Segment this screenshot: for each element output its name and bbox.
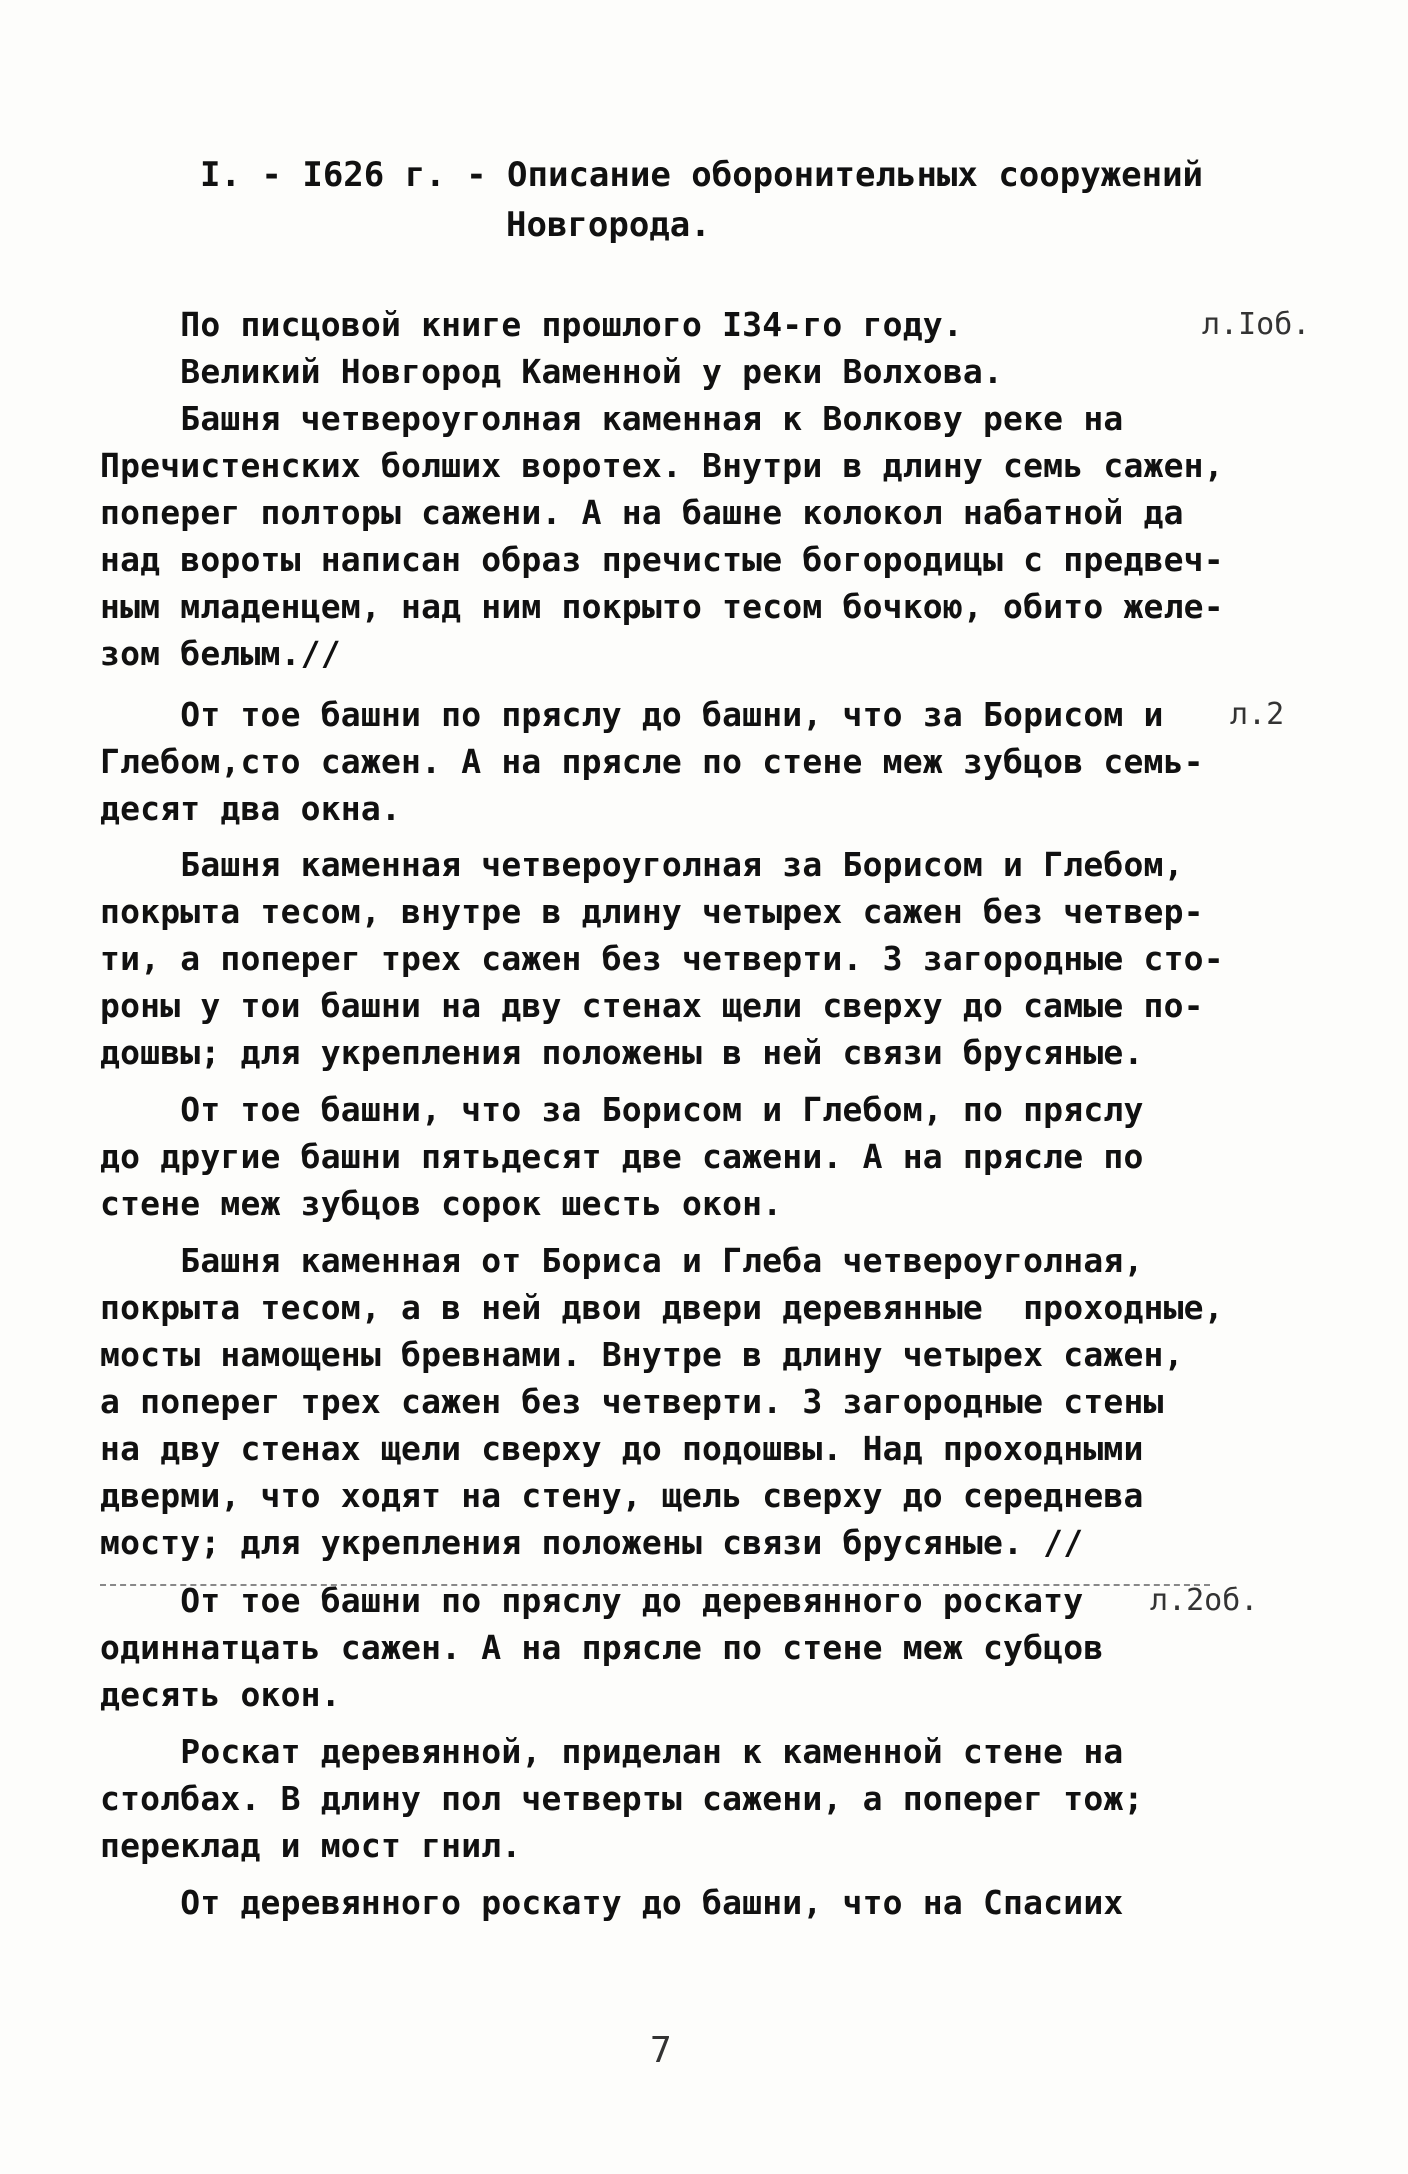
text-line: над вороты написан образ пречистые богородицы с предвеч- xyxy=(100,540,1224,579)
text-line: одиннатцать сажен. А на прясле по стене меж субцов xyxy=(100,1628,1104,1667)
text-line: От тое башни по пряслу до башни, что за Борисом и xyxy=(100,695,1164,734)
document-title xyxy=(200,150,1220,250)
text-line: ти, а поперег трех сажен без четверти. 3 загородные сто- xyxy=(100,939,1224,978)
folio-note: л.Iоб. xyxy=(1202,307,1311,342)
text-line: а поперег трех сажен без четверти. 3 загородные стены xyxy=(100,1382,1164,1421)
text-line: столбах. В длину пол четверты сажени, а поперег тож; xyxy=(100,1779,1144,1818)
text-line: десять окон. xyxy=(100,1675,341,1714)
text-line: стене меж зубцов сорок шесть окон. xyxy=(100,1184,783,1223)
text-line: Пречистенских болших воротех. Внутри в длину семь сажен, xyxy=(100,446,1224,485)
text-line: По писцовой книге прошлого I34-го году. xyxy=(100,305,963,344)
text-line: Роскат деревянной, приделан к каменной стене на xyxy=(100,1732,1124,1771)
text-line: мосты намощены бревнами. Внутре в длину четырех сажен, xyxy=(100,1335,1184,1374)
text-line: на дву стенах щели сверху до подошвы. Над проходными xyxy=(100,1429,1144,1468)
text-line: От тое башни по пряслу до деревянного роскату xyxy=(100,1581,1084,1620)
text-line: зом белым.// xyxy=(100,634,341,673)
text-line: От тое башни, что за Борисом и Глебом, по пряслу xyxy=(100,1090,1144,1129)
text-line: десят два окна. xyxy=(100,789,402,828)
text-line: роны у тои башни на дву стенах щели сверху до самые по- xyxy=(100,986,1204,1025)
text-line: От деревянного роскату до башни, что на Спасиих xyxy=(100,1883,1124,1922)
text-line: Башня четвероуголная каменная к Волкову реке на xyxy=(100,399,1124,438)
title-line-2: Новгорода. xyxy=(506,205,711,245)
text-line: Глебом,сто сажен. А на прясле по стене меж зубцов семь- xyxy=(100,742,1204,781)
text-line: Башня каменная четвероуголная за Борисом и Глебом, xyxy=(100,845,1184,884)
text-line: дверми, что ходят на стену, щель сверху до середнева xyxy=(100,1476,1144,1515)
title-line-1: I. - I626 г. - Описание оборонительных сооружений xyxy=(200,155,1204,195)
folio-note: л.2 xyxy=(1230,697,1285,732)
text-line: покрыта тесом, а в ней двои двери деревянные проходные, xyxy=(100,1288,1224,1327)
text-line: до другие башни пятьдесят две сажени. А на прясле по xyxy=(100,1137,1144,1176)
text-line: дошвы; для укрепления положены в ней связи брусяные. xyxy=(100,1033,1144,1072)
text-line: покрыта тесом, внутре в длину четырех сажен без четвер- xyxy=(100,892,1204,931)
page-number: 7 xyxy=(650,2030,672,2071)
text-line: ным младенцем, над ним покрыто тесом бочкою, обито желе- xyxy=(100,587,1224,626)
text-line: переклад и мост гнил. xyxy=(100,1826,522,1865)
folio-note: л.2об. xyxy=(1150,1583,1259,1618)
text-line: Башня каменная от Бориса и Глеба четвероуголная, xyxy=(100,1241,1144,1280)
text-line: мосту; для укрепления положены связи брусяные. // xyxy=(100,1523,1084,1562)
text-line: Великий Новгород Каменной у реки Волхова. xyxy=(100,352,1004,391)
text-line: поперег полторы сажени. А на башне колокол набатной да xyxy=(100,493,1184,532)
